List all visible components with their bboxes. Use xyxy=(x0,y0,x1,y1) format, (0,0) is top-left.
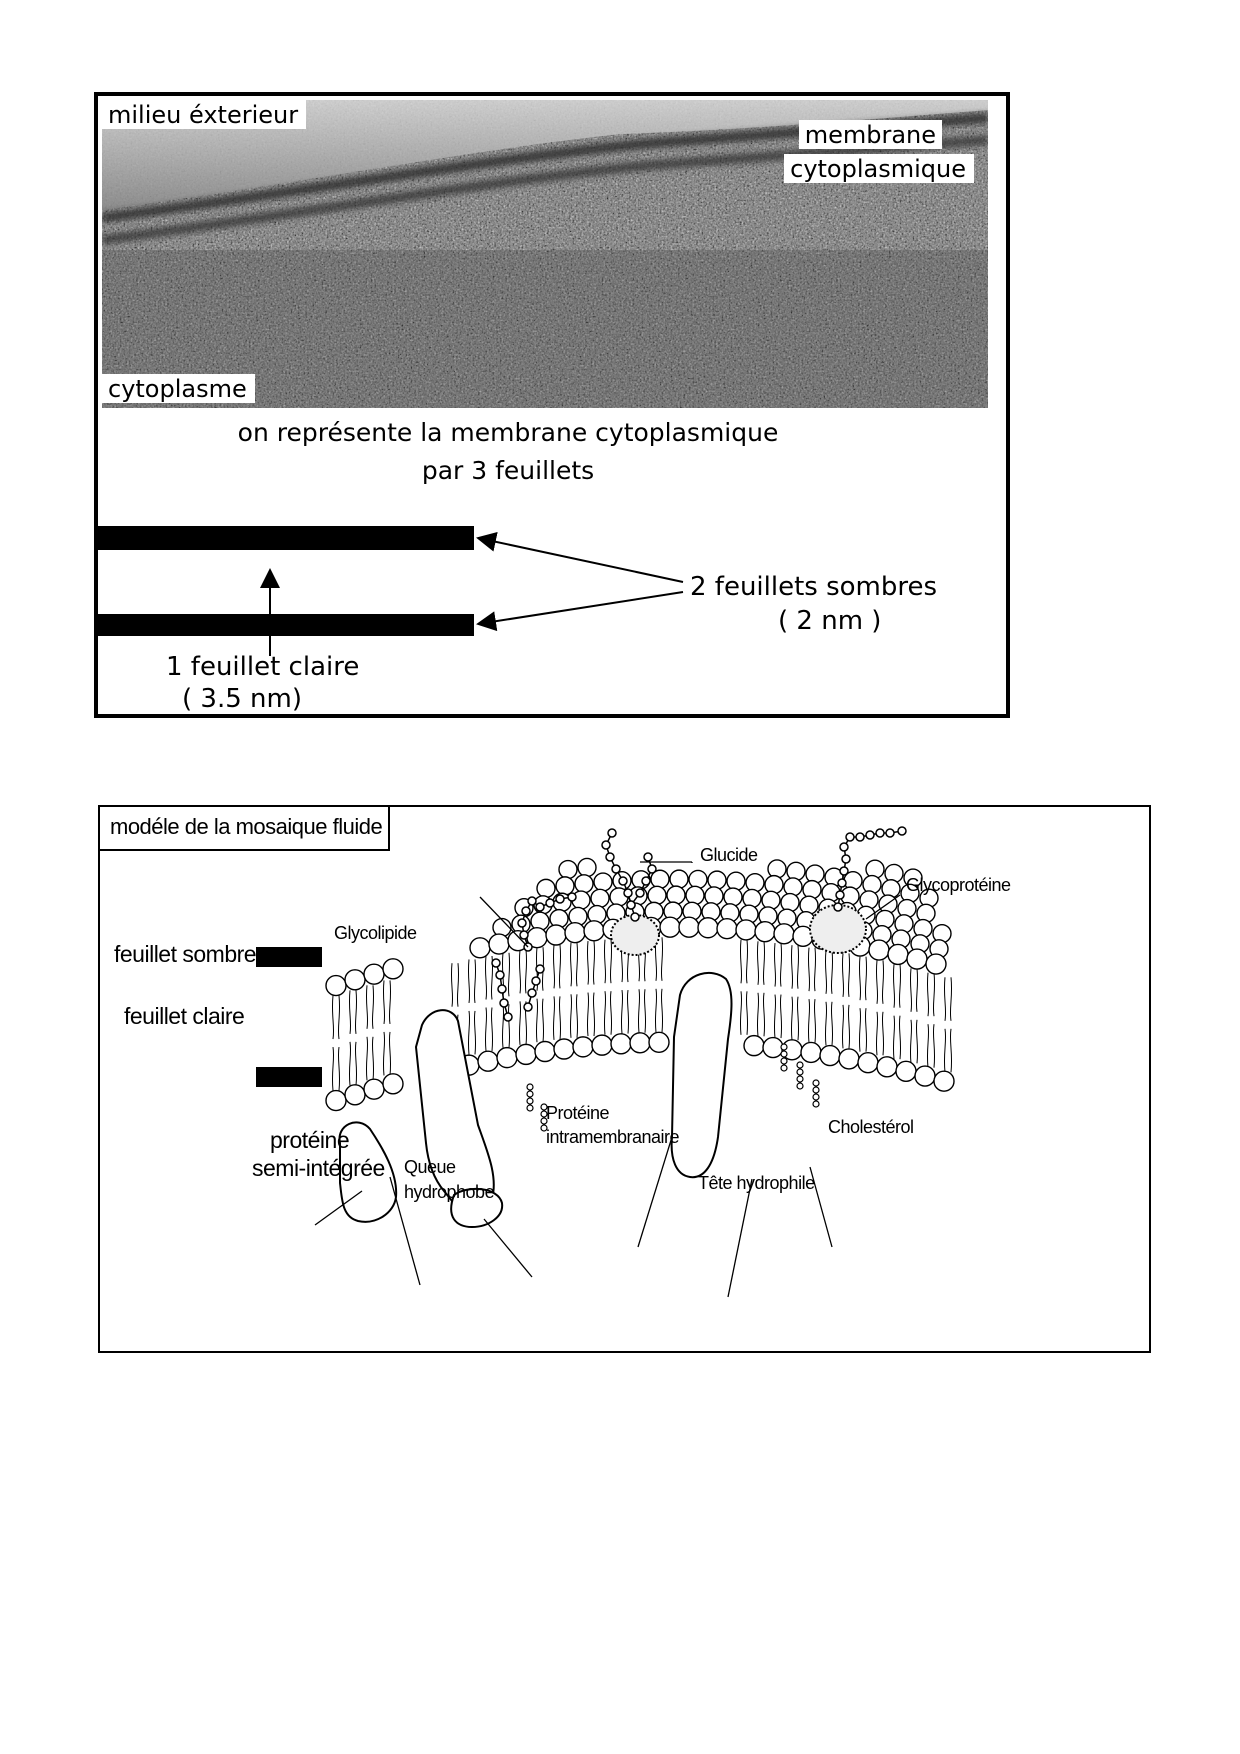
fluid-mosaic-figure xyxy=(98,805,1151,1353)
hydrophobic-tail-label-1: Queue xyxy=(404,1157,456,1177)
lipid-head xyxy=(594,873,612,891)
lipid-head xyxy=(801,1042,821,1062)
lipid-head xyxy=(689,870,707,888)
lipid-tail xyxy=(757,941,764,1036)
exterior-label: milieu éxterieur xyxy=(102,100,306,129)
lipid-head xyxy=(630,1033,650,1053)
lipid-head xyxy=(755,922,775,942)
lipid-head xyxy=(679,917,699,937)
electron-micrograph xyxy=(102,100,988,408)
hydrophobic-tail-label-2: hydrophobe xyxy=(404,1182,495,1202)
lipid-head xyxy=(724,888,742,906)
lipid-tail xyxy=(519,950,526,1045)
lipid-tail xyxy=(893,964,900,1059)
lipid-head xyxy=(611,1034,631,1054)
glycolipid-label: Glycolipide xyxy=(334,923,417,943)
lipid-head xyxy=(497,1048,517,1068)
membrane-label-line1: membrane xyxy=(799,120,942,149)
glycoprotein-body-2 xyxy=(810,905,866,953)
semi-integrated-protein-label-1: protéine xyxy=(270,1127,350,1153)
lipid-head xyxy=(667,886,685,904)
lipid-head xyxy=(717,919,737,939)
lipid-tail xyxy=(349,990,356,1085)
arrow-to-bottom-sheet xyxy=(478,592,683,624)
lipid-head xyxy=(926,954,946,974)
lipid-head xyxy=(326,1091,346,1111)
lipid-head xyxy=(489,934,509,954)
lipid-head xyxy=(768,860,786,878)
lipid-head xyxy=(556,877,574,895)
lipid-tail xyxy=(927,973,934,1068)
lipid-head xyxy=(896,1061,916,1081)
lipid-head xyxy=(345,1085,365,1105)
intramembrane-protein-label-2: intramembranaire xyxy=(546,1127,680,1147)
lipid-tail xyxy=(485,956,492,1051)
lipid-head xyxy=(670,870,688,888)
lipid-head xyxy=(660,917,680,937)
membrane-micrograph-figure xyxy=(94,92,1010,718)
lipid-head xyxy=(877,1057,897,1077)
lipid-head xyxy=(803,881,821,899)
lipid-head xyxy=(326,976,346,996)
arrow-to-top-sheet xyxy=(478,538,683,582)
lipid-head xyxy=(383,959,403,979)
hydrophilic-head-label: Tête hydrophile xyxy=(698,1173,815,1193)
lipid-head xyxy=(546,925,566,945)
lipid-head xyxy=(869,940,889,960)
cholesterol-molecule xyxy=(813,1080,819,1107)
dark-sheet-label: feuillet sombre xyxy=(114,941,257,967)
dark-sheets-label: 2 feuillets sombres xyxy=(690,572,938,602)
cholesterol-molecule xyxy=(797,1062,803,1089)
lipid-head xyxy=(554,1039,574,1059)
lipid-head xyxy=(537,879,555,897)
lipid-head xyxy=(765,876,783,894)
lipid-tail xyxy=(910,968,917,1063)
lipid-tail xyxy=(570,943,577,1038)
lipid-head xyxy=(915,1066,935,1086)
lipid-tail xyxy=(332,996,339,1091)
lipid-head xyxy=(763,1038,783,1058)
lipid-head xyxy=(478,1051,498,1071)
light-sheet-label: 1 feuillet claire xyxy=(166,652,360,682)
lipid-tail xyxy=(468,959,475,1054)
dark-sheets-size: ( 2 nm ) xyxy=(778,606,882,636)
glycolipid-chain-3 xyxy=(524,965,544,1011)
lipid-head xyxy=(784,878,802,896)
lipid-head xyxy=(578,858,596,876)
lipid-tail xyxy=(604,940,611,1035)
lipid-head xyxy=(705,887,723,905)
cholesterol-molecule xyxy=(527,1084,533,1111)
lipid-tail xyxy=(825,950,832,1045)
lipid-head xyxy=(345,970,365,990)
lipid-tail xyxy=(383,980,390,1075)
dark-sheet-top xyxy=(94,526,474,550)
glucide-label: Glucide xyxy=(700,845,758,865)
lipid-head xyxy=(649,1032,669,1052)
lipid-head xyxy=(781,894,799,912)
lipid-head xyxy=(934,1071,954,1091)
lipid-head xyxy=(708,871,726,889)
lipid-tail xyxy=(859,957,866,1052)
lipid-head xyxy=(516,1044,536,1064)
lipid-head xyxy=(565,923,585,943)
lipid-tail xyxy=(808,948,815,1043)
lipid-head xyxy=(762,891,780,909)
lipid-tail xyxy=(791,945,798,1040)
lipid-head xyxy=(800,896,818,914)
lipid-tail xyxy=(774,943,781,1038)
dark-sheet-marker-top xyxy=(256,947,322,967)
lipid-head xyxy=(573,1037,593,1057)
lipid-head xyxy=(686,886,704,904)
lipid-head xyxy=(648,886,666,904)
lipid-head xyxy=(746,874,764,892)
lipid-head xyxy=(806,865,824,883)
lipid-head xyxy=(383,1074,403,1094)
lipid-head xyxy=(592,1035,612,1055)
light-sheet-size: ( 3.5 nm) xyxy=(182,684,302,714)
dark-sheet-bottom xyxy=(94,614,474,636)
lipid-head xyxy=(858,1053,878,1073)
lipid-head xyxy=(839,1049,859,1069)
lipid-tail xyxy=(655,937,662,1032)
lipid-head xyxy=(820,1046,840,1066)
lipid-head xyxy=(470,938,490,958)
lipid-head xyxy=(787,862,805,880)
lipid-head xyxy=(584,921,604,941)
membrane-label-line2: cytoplasmique xyxy=(784,154,974,183)
lipid-head xyxy=(727,872,745,890)
lipid-head xyxy=(559,861,577,879)
cholesterol-label: Cholestérol xyxy=(828,1117,914,1137)
intramembrane-protein-right xyxy=(672,973,732,1177)
lipid-head xyxy=(364,1079,384,1099)
lipid-tail xyxy=(842,953,849,1048)
lipid-head xyxy=(743,889,761,907)
lipid-tail xyxy=(366,985,373,1080)
lipid-head xyxy=(535,1042,555,1062)
lipid-tail xyxy=(553,945,560,1040)
glycoprotein-label: Glycoprotéine xyxy=(906,875,1011,895)
lipid-head xyxy=(575,875,593,893)
lipid-tail xyxy=(536,947,543,1042)
caption-line1: on représente la membrane cytoplasmique xyxy=(237,418,779,447)
semi-integrated-protein-label-2: semi-intégrée xyxy=(252,1155,385,1181)
dark-sheet-marker-bottom xyxy=(256,1067,322,1087)
lipid-tail xyxy=(740,940,747,1035)
lipid-head xyxy=(774,924,794,944)
lipid-tail xyxy=(587,941,594,1036)
lipid-head xyxy=(591,889,609,907)
light-sheet-label: feuillet claire xyxy=(124,1003,245,1029)
lipid-head xyxy=(744,1036,764,1056)
lipid-head xyxy=(907,949,927,969)
intramembrane-protein-label-1: Protéine xyxy=(546,1103,610,1123)
caption-line2: par 3 feuillets xyxy=(421,456,595,485)
lipid-head xyxy=(736,920,756,940)
lipid-head xyxy=(364,964,384,984)
figure2-title: modéle de la mosaique fluide xyxy=(100,807,390,851)
cytoplasm-label: cytoplasme xyxy=(102,374,255,403)
lipid-tail xyxy=(876,960,883,1055)
lipid-head xyxy=(888,944,908,964)
lipid-tail xyxy=(944,977,951,1072)
lipid-head xyxy=(698,918,718,938)
